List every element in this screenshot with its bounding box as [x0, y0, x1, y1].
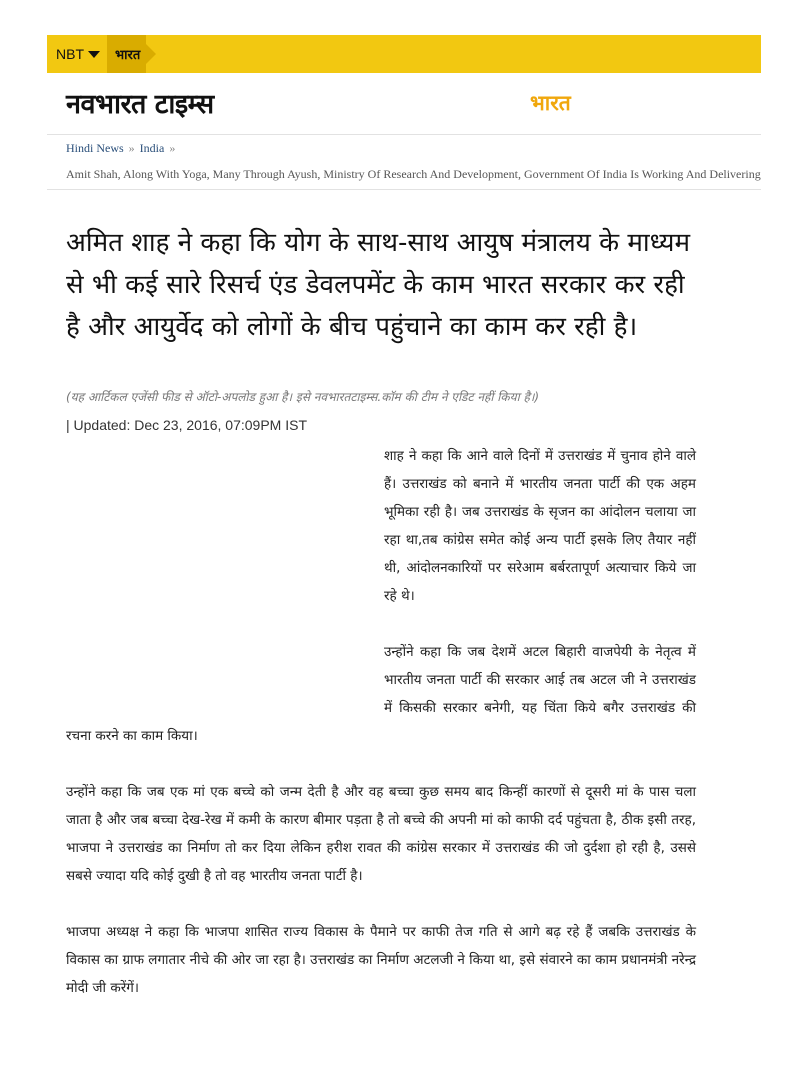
article-paragraph: उन्होंने कहा कि जब देशमें अटल बिहारी वाजपेयी के नेतृत्व में भारतीय जनता पार्टी की सरकार आई तब अटल जी ने उत्तराखंड में किसकी सरकार बनेगी, यह चिंता किये बगैर उत्तराखंड की रचना करने का काम किया।	[66, 644, 696, 744]
breadcrumb-section-link[interactable]: India	[139, 141, 165, 155]
breadcrumb	[66, 141, 177, 156]
section-chip-label: भारत	[115, 48, 141, 63]
article-paragraph: शाह ने कहा कि आने वाले दिनों में उत्तराखंड में चुनाव होने वाले हैं। उत्तराखंड को बनाने में भारतीय जनता पार्टी की एक अहम भूमिका रही है। जब उत्तराखंड के सृजन का आंदोलन चलाया जा रहा था,तब कांग्रेस समेत कोई अन्य पार्टी इसके लिए तैयार नहीं थी, आंदोलनकारियों पर सरेआम बर्बरतापूर्ण अत्याचार किये जा रहे थे।	[384, 448, 696, 604]
updated-timestamp: | Updated: Dec 23, 2016, 07:09PM IST	[66, 417, 308, 433]
nbt-label: NBT	[56, 46, 84, 62]
section-title: भारत	[530, 91, 571, 115]
site-logo[interactable]: नवभारत टाइम्स	[66, 89, 214, 120]
breadcrumb-separator: »	[169, 141, 176, 155]
nbt-menu-button[interactable]	[47, 35, 107, 73]
breadcrumb-current-title: Amit Shah, Along With Yoga, Many Through Ayush, Ministry Of Research And Development, Government Of India Is Working And Delivering	[66, 167, 761, 181]
header-divider	[47, 134, 761, 135]
top-navigation-bar	[47, 35, 761, 73]
article-body	[66, 442, 696, 1030]
breadcrumb-divider	[47, 189, 761, 190]
breadcrumb-separator: »	[128, 141, 135, 155]
article-paragraph: भाजपा अध्यक्ष ने कहा कि भाजपा शासित राज्य विकास के पैमाने पर काफी तेज गति से आगे बढ़ रहे हैं जबकि उत्तराखंड के विकास का ग्राफ लगातार नीचे की ओर जा रहा है। उत्तराखंड का निर्माण अटलजी ने किया था, इसे संवारने का काम प्रधानमंत्री नरेन्द्र मोदी जी करेंगें।	[66, 924, 696, 996]
breadcrumb-home-link[interactable]: Hindi News	[66, 141, 124, 155]
media-placeholder	[66, 442, 384, 706]
article-paragraph: उन्होंने कहा कि जब एक मां एक बच्चे को जन्म देती है और वह बच्चा कुछ समय बाद किन्हीं कारणों से दूसरी मां के पास चला जाता है और जब बच्चा देख-रेख में कमी के कारण बीमार पड़ता है तो बच्चे की अपनी मां को काफी दर्द पहुंचता है, ठीक इसी तरह, भाजपा ने उत्तराखंड का निर्माण तो कर दिया लेकिन हरीश रावत की कांग्रेस सरकार में उत्तराखंड की जो दुर्दशा हो रही है, उससे सबसे ज्यादा यदि कोई दुखी है तो वह भारतीय जनता पार्टी है।	[66, 784, 696, 884]
section-chip[interactable]	[107, 35, 146, 73]
article-headline: अमित शाह ने कहा कि योग के साथ-साथ आयुष मंत्रालय के माध्यम से भी कई सारे रिसर्च एंड डेवलपमेंट के काम भारत सरकार कर रही है और आयुर्वेद को लोगों के बीच पहुंचाने का काम कर रही है।	[66, 228, 691, 342]
agency-disclaimer: (यह आर्टिकल एजेंसी फीड से ऑटो-अपलोड हुआ है। इसे नवभारतटाइम्स.कॉम की टीम ने एडिट नहीं किया है।)	[66, 390, 540, 404]
caret-down-icon	[88, 51, 100, 58]
